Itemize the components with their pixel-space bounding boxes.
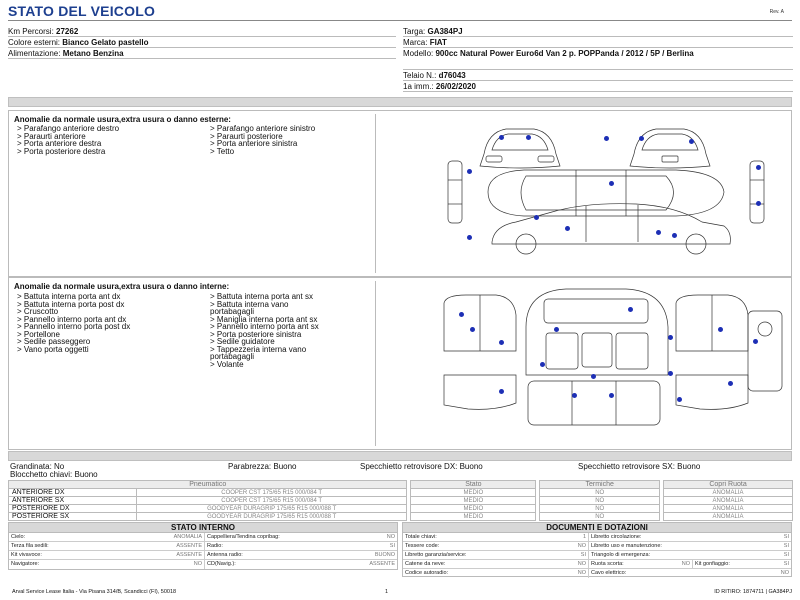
table-row: ANTERIORE DX COOPER CST 175/65 R15 000/084 T MEDIO NO ANOMALIA (9, 489, 793, 497)
car-front-view (480, 129, 560, 168)
damage-marker (656, 230, 661, 235)
blocchetto-label: Blocchetto chiavi: Buono (10, 470, 98, 479)
info-row-colore: Colore esterni: Bianco Gelato pastello (8, 37, 396, 48)
damage-marker (728, 381, 733, 386)
damage-marker (604, 136, 609, 141)
external-damage-title: Anomalie da normale usura,extra usura o danno esterne: (14, 115, 231, 124)
info-row-targa: Targa: GA384PJ (403, 26, 793, 37)
section-band (8, 451, 792, 461)
internal-damage-item: > Vano porta oggetti (17, 344, 89, 354)
documenti-title: DOCUMENTI E DOTAZIONI (403, 523, 791, 533)
internal-damage-item: > Battuta interna porta ant sx (210, 292, 313, 301)
tyres-header-row (9, 481, 793, 489)
internal-damage-item: > Tappezzeria interna vano (210, 344, 307, 354)
info-row-immatricolazione: 1a imm.: 26/02/2020 (403, 81, 793, 92)
damage-marker (470, 327, 475, 332)
external-damage-item: > Paraurti anteriore (17, 131, 86, 141)
info-row-marca: Marca: FIAT (403, 37, 793, 48)
tyres-header-termiche: Termiche (540, 481, 660, 489)
interior-seat-rows (528, 381, 660, 425)
damage-marker (467, 169, 472, 174)
documenti-codice-autoradio: Codice autoradio: NO (403, 569, 589, 578)
external-damage-item: > Porta anteriore sinistra (210, 139, 298, 148)
damage-marker (689, 139, 694, 144)
documenti-catene: Catene da neve: NO (403, 560, 589, 569)
interior-left-door-views (444, 295, 516, 409)
damage-marker (565, 226, 570, 231)
exterior-car-outline-svg (376, 114, 793, 275)
tyres-header-stato: Stato (411, 481, 536, 489)
internal-damage-item: > Pannello interno porta ant dx (17, 314, 127, 324)
documenti-triangolo: Triangolo di emergenza: SI (591, 552, 789, 558)
damage-marker (554, 327, 559, 332)
info-row-alimentazione: Alimentazione: Metano Benzina (8, 48, 396, 59)
damage-marker (459, 312, 464, 317)
stato-interno-title: STATO INTERNO (9, 523, 397, 533)
parabrezza-label: Parabrezza: Buono (228, 462, 297, 471)
documenti-totale-chiavi: Totale chiavi: 1 (403, 533, 589, 542)
internal-damage-item: > Sedile passeggero (17, 337, 91, 346)
internal-damage-item: > Battuta interna vano (210, 299, 289, 309)
documenti-box (402, 522, 792, 577)
table-row: POSTERIORE DX GOODYEAR DURAGRIP 175/65 R15 000/088 T MEDIO NO ANOMALIA (9, 505, 793, 513)
stato-interno-navigatore: Navigatore: NO (9, 560, 205, 569)
stato-interno-cappelliera: Cappelliera/Tendina copribag: NO (207, 534, 395, 540)
damage-marker (499, 389, 504, 394)
stato-interno-antenna: Antenna radio: BUONO (207, 552, 395, 558)
interior-right-door-views (676, 295, 748, 409)
damage-marker (609, 393, 614, 398)
tyres-header-copri-ruota: Copri Ruota (664, 481, 793, 489)
damage-marker (639, 136, 644, 141)
stato-interno-cielo: Cielo: ANOMALIA (9, 533, 205, 542)
table-row: POSTERIORE SX GOODYEAR DURAGRIP 175/65 R15 000/088 T MEDIO NO ANOMALIA (9, 513, 793, 521)
stato-interno-kit-vivavoce: Kit vivavoce: ASSENTE (9, 551, 205, 560)
internal-damage-item: > Cruscotto (17, 307, 59, 316)
internal-damage-item: > Pannello interno porta post dx (17, 322, 131, 331)
damage-marker (668, 335, 673, 340)
damage-marker (609, 181, 614, 186)
damage-marker (756, 201, 761, 206)
info-row-modello: Modello: 900cc Natural Power Euro6d Van 2 p. POPPanda / 2012 / 5P / Berlina (403, 48, 793, 70)
documenti-libretto-garanzia: Libretto garanzia/service: SI (403, 551, 589, 560)
footer-page-number: 1 (385, 589, 389, 595)
section-band (8, 97, 792, 107)
grandinata-label: Grandinata: No (10, 462, 65, 471)
damage-marker (540, 362, 545, 367)
internal-damage-col1 (17, 293, 130, 353)
specchietto-sx-label: Specchietto retrovisore SX: Buono (578, 462, 701, 471)
car-side-profile (492, 204, 730, 254)
stato-interno-terza-fila: Terza fila sedili: ASSENTE (9, 542, 205, 551)
internal-damage-col2 (210, 293, 319, 368)
info-row-km: Km Percorsi: 27262 (8, 26, 396, 37)
damage-marker (526, 135, 531, 140)
damage-marker (499, 135, 504, 140)
specchietto-dx-label: Specchietto retrovisore DX: Buono (360, 462, 483, 471)
car-top-view (488, 170, 724, 216)
damage-marker (677, 397, 682, 402)
car-right-strip (750, 161, 764, 223)
internal-damage-item: > Sedile guidatore (210, 337, 275, 346)
stato-interno-box (8, 522, 398, 570)
footer-reference: ID RITIRO: 1874711 | GA384PJ (714, 589, 792, 595)
internal-damage-item: portabagagli (210, 307, 255, 316)
vehicle-info-right (403, 26, 793, 92)
internal-damage-item: > Porta posteriore sinistra (210, 329, 302, 339)
damage-marker (572, 393, 577, 398)
documenti-ruota-scorta: Ruota scorta: NO (589, 560, 693, 569)
documenti-kit-gonfiaggio: Kit gonfiaggio: SI (695, 561, 789, 567)
interior-cabin-view (526, 289, 668, 375)
revision-label: Rev. A (769, 9, 784, 15)
interior-car-outline-svg (376, 281, 793, 448)
table-row: ANTERIORE SX COOPER CST 175/65 R15 000/084 T MEDIO NO ANOMALIA (9, 497, 793, 505)
external-damage-item: > Parafango anteriore sinistro (210, 124, 316, 133)
internal-damage-item: > Battuta interna porta post dx (17, 299, 125, 309)
internal-damage-item: portabagagli (210, 352, 255, 361)
tyres-table (8, 480, 793, 521)
internal-damage-item: > Portellone (17, 329, 60, 339)
external-damage-item: > Parafango anteriore destro (17, 124, 120, 133)
external-damage-panel (8, 110, 792, 277)
footer-company: Arval Service Lease Italia - Via Pisana 314/B, Scandicci (FI), 50018 (12, 589, 177, 595)
external-damage-item: > Porta posteriore destra (17, 146, 106, 156)
page-title: STATO DEL VEICOLO (8, 3, 156, 19)
documenti-tessere-code: Tessere code: NO (403, 542, 589, 551)
external-car-diagram (375, 114, 792, 273)
internal-damage-title: Anomalie da normale usura,extra usura o danno interne: (14, 282, 230, 291)
damage-marker (534, 215, 539, 220)
documenti-libretto-circolazione: Libretto circolazione: SI (591, 534, 789, 540)
internal-car-diagram (375, 281, 792, 446)
tyres-header-pneumatico: Pneumatico (9, 481, 407, 489)
internal-damage-item: > Volante (210, 359, 244, 369)
external-damage-item: > Paraurti posteriore (210, 131, 283, 141)
damage-marker (467, 235, 472, 240)
title-divider (8, 20, 792, 21)
stato-interno-cd: CD(Navig.): ASSENTE (207, 561, 395, 567)
internal-damage-item: > Pannello interno porta ant sx (210, 322, 319, 331)
damage-marker (753, 339, 758, 344)
internal-damage-panel (8, 277, 792, 450)
damage-marker (668, 371, 673, 376)
external-damage-item: > Porta anteriore destra (17, 139, 102, 148)
damage-marker (499, 340, 504, 345)
damage-marker (672, 233, 677, 238)
external-damage-col2 (210, 125, 315, 155)
damage-marker (756, 165, 761, 170)
car-left-strip (448, 161, 462, 223)
external-damage-item: > Tetto (210, 146, 235, 156)
external-damage-col1 (17, 125, 119, 155)
documenti-cavo-elettrico: Cavo elettrico: NO (591, 570, 789, 576)
internal-damage-item: > Battuta interna porta ant dx (17, 292, 121, 301)
stato-interno-radio: Radio: SI (207, 543, 395, 549)
info-row-telaio: Telaio N.: d76043 (403, 70, 793, 81)
damage-marker (628, 307, 633, 312)
interior-dashboard-view (748, 311, 782, 391)
vehicle-info-left (8, 26, 396, 59)
documenti-libretto-uso: Libretto uso e manutenzione: SI (591, 543, 789, 549)
internal-damage-item: > Maniglia interna porta ant sx (210, 314, 318, 324)
car-rear-view (630, 129, 710, 168)
damage-marker (591, 374, 596, 379)
damage-marker (718, 327, 723, 332)
